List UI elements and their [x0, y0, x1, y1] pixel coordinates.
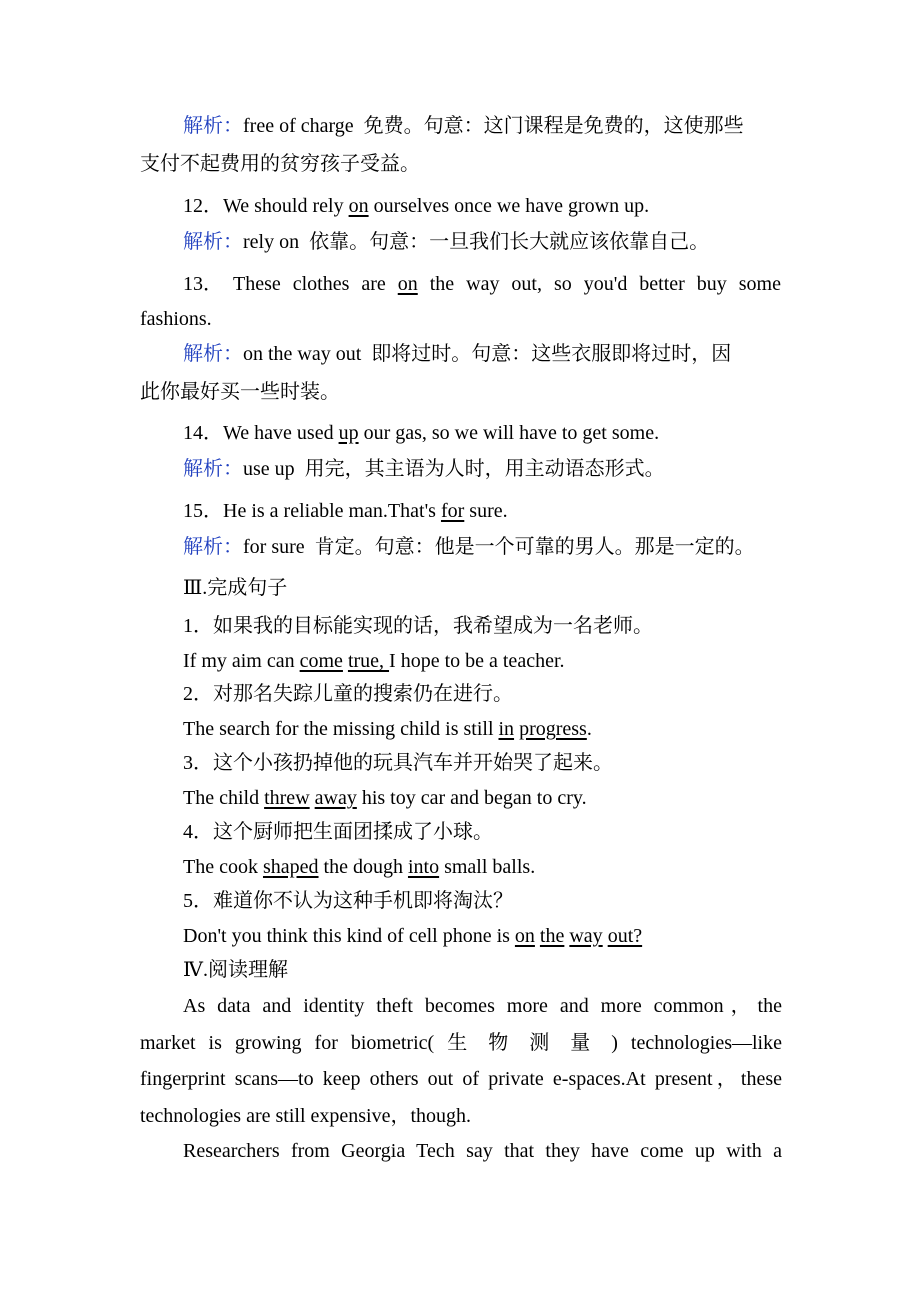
sentence-answer: [183, 647, 565, 675]
chinese-prompt: 4．这个厨师把生面团揉成了小球。: [183, 821, 493, 843]
question-text: [233, 270, 781, 298]
sentence-text: small balls.: [439, 856, 536, 878]
note-label: 解析：: [183, 115, 243, 137]
question-text: We should rely: [223, 195, 349, 217]
answer-blank: way: [569, 925, 603, 947]
chinese-prompt: 1．如果我的目标能实现的话，我希望成为一名老师。: [183, 615, 653, 637]
question-number: 12．: [183, 195, 223, 217]
answer-note: [183, 112, 744, 140]
chinese-prompt: 3．这个小孩扔掉他的玩具汽车并开始哭了起来。: [183, 752, 613, 774]
answer-blank: shaped: [262, 856, 319, 878]
sentence-text: The cook: [183, 856, 263, 878]
answer-blank: on: [348, 195, 369, 217]
question-13: [183, 270, 781, 298]
note-label: 解析：: [183, 458, 243, 480]
answer-blank: in: [498, 718, 515, 740]
sentence-answer: [183, 853, 535, 881]
answer-blank: for: [440, 500, 465, 522]
note-meaning: 即将过时。句意：这些衣服即将过时，因: [371, 343, 732, 365]
answer-blank: progress: [519, 718, 587, 740]
question-text-part: the way out, so you'd better buy some: [417, 273, 781, 295]
sentence-text: Don't you think this kind of cell phone is: [183, 925, 515, 947]
sentence-text: .: [586, 718, 592, 740]
note-meaning: 肯定。句意：他是一个可靠的男人。那是一定的。: [314, 536, 755, 558]
note-meaning: 用完，其主语为人时，用主动语态形式。: [304, 458, 665, 480]
question-text-part: These clothes are: [233, 273, 398, 295]
note-term: for sure: [243, 536, 305, 558]
question-number: 13．: [183, 273, 223, 295]
note-term: on the way out: [243, 343, 362, 365]
question-text: ourselves once we have grown up.: [368, 195, 650, 217]
answer-blank: on: [514, 925, 535, 947]
note-label: 解析：: [183, 343, 243, 365]
sentence-text: his toy car and began to cry.: [356, 787, 587, 809]
answer-blank: true,: [347, 650, 390, 672]
sentence-answer: [183, 715, 592, 743]
question-14: [183, 419, 659, 447]
sentence-text: If my aim can: [183, 650, 300, 672]
question-continuation: fashions.: [140, 308, 212, 330]
question-number: 14．: [183, 422, 223, 444]
note-label: 解析：: [183, 536, 243, 558]
answer-blank: up: [338, 422, 359, 444]
sentence-text: I hope to be a teacher.: [389, 650, 565, 672]
answer-blank: come: [299, 650, 343, 672]
sentence-text: the dough: [318, 856, 408, 878]
question-15: [183, 497, 508, 525]
answer-blank: on: [397, 273, 418, 295]
passage-line: Researchers from Georgia Tech say that they have come up with a: [183, 1140, 782, 1162]
passage-line: technologies are still expensive，though.: [140, 1105, 472, 1127]
sentence-text: The child: [183, 787, 265, 809]
section-heading: Ⅳ.阅读理解: [183, 959, 288, 981]
chinese-prompt: 2．对那名失踪儿童的搜索仍在进行。: [183, 683, 513, 705]
note-continuation: 此你最好买一些时装。: [140, 381, 340, 403]
answer-note: [183, 455, 665, 483]
note-meaning: 依靠。句意：一旦我们长大就应该依靠自己。: [309, 231, 710, 253]
sentence-answer: [183, 784, 587, 812]
note-label: 解析：: [183, 231, 243, 253]
answer-note: [183, 533, 755, 561]
answer-note: [183, 228, 709, 256]
sentence-answer: [183, 922, 642, 950]
answer-blank: threw: [264, 787, 310, 809]
question-12: [183, 192, 649, 220]
note-term: rely on: [243, 231, 300, 253]
answer-blank: out?: [607, 925, 643, 947]
note-meaning: 免费。句意：这门课程是免费的，这使那些: [363, 115, 744, 137]
sentence-text: The search for the missing child is still: [183, 718, 499, 740]
question-text: He is a reliable man.That's: [223, 500, 441, 522]
answer-blank: away: [314, 787, 357, 809]
question-text: We have used: [223, 422, 339, 444]
section-heading: Ⅲ.完成句子: [183, 577, 288, 599]
chinese-prompt: 5．难道你不认为这种手机即将淘汰？: [183, 890, 513, 912]
question-text: sure.: [464, 500, 508, 522]
question-number: 15．: [183, 500, 223, 522]
question-text: our gas, so we will have to get some.: [358, 422, 660, 444]
note-continuation: 支付不起费用的贫穷孩子受益。: [140, 153, 420, 175]
note-term: free of charge: [243, 115, 354, 137]
answer-blank: into: [407, 856, 440, 878]
note-term: use up: [243, 458, 295, 480]
passage-line: As data and identity theft becomes more and more common，the: [183, 995, 782, 1017]
passage-line: market is growing for biometric( 生 物 测 量 ) technologies—like: [140, 1032, 782, 1054]
answer-note: [183, 340, 731, 368]
passage-line: fingerprint scans—to keep others out of private e-spaces.At present，these: [140, 1068, 782, 1090]
answer-blank: the: [539, 925, 565, 947]
